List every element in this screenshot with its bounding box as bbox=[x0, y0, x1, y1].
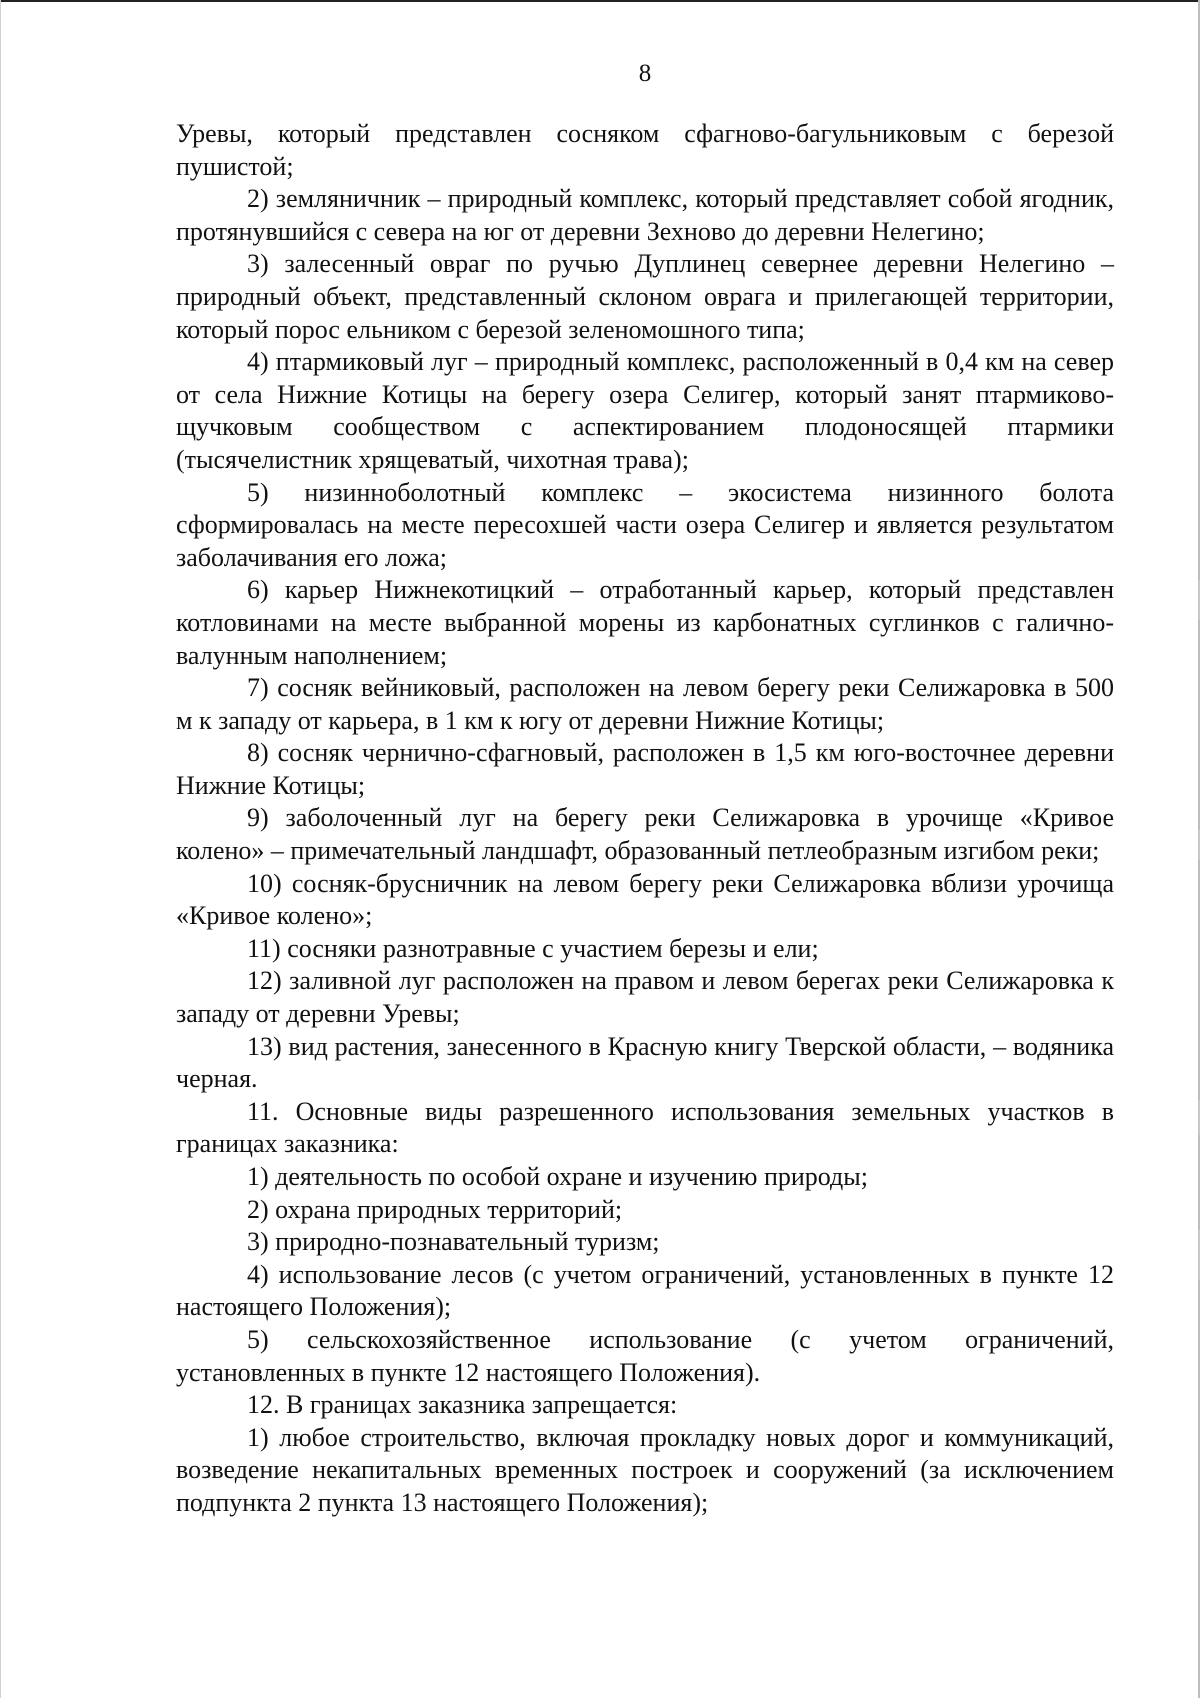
document-body bbox=[176, 118, 1114, 1520]
scan-top-edge bbox=[0, 0, 1200, 2]
paragraph: Уревы, который представлен сосняком сфагново-багульниковым с березой пушистой; bbox=[176, 119, 1114, 181]
paragraph: 12) заливной луг расположен на правом и левом берегах реки Селижаровка к западу от деревни Уревы; bbox=[176, 966, 1114, 1029]
paragraph: 6) карьер Нижнекотицкий – отработанный карьер, который представлен котловинами на месте выбранной морены из карбонатных суглинков с галично-валунным наполнением; bbox=[176, 575, 1114, 670]
paragraph: 5) низинноболотный комплекс – экосистема низинного болота сформировалась на месте пересохшей части озера Селигер и является результатом заболачивания его ложа; bbox=[176, 477, 1114, 572]
paragraph: 7) сосняк вейниковый, расположен на левом берегу реки Селижаровка в 500 м к западу от карьера, в 1 км к югу от деревни Нижние Котицы; bbox=[176, 673, 1114, 735]
paragraph: 1) деятельность по особой охране и изучению природы; bbox=[247, 1162, 868, 1191]
paragraph: 1) любое строительство, включая прокладку новых дорог и коммуникаций, возведение некапитальных временных построек и сооружений (за исключением подпункта 2 пункта 13 настоящего Положения); bbox=[176, 1422, 1114, 1517]
paragraph: 3) природно-познавательный туризм; bbox=[247, 1227, 660, 1257]
paragraph: 2) охрана природных территорий; bbox=[247, 1194, 623, 1224]
paragraph: 4) птармиковый луг – природный комплекс, расположенный в 0,4 км на север от села Нижние Котицы на берегу озера Селигер, который занят птармиково-щучковым сообществом с аспектированием плодоносящей птармики (тысячелистник хрящеватый, чихотная трава); bbox=[176, 347, 1114, 474]
page-number: 8 bbox=[638, 60, 652, 87]
paragraph: 11. Основные виды разрешенного использования земельных участков в границах заказника: bbox=[176, 1096, 1114, 1159]
paragraph: 3) залесенный овраг по ручью Дуплинец севернее деревни Нелегино – природный объект, представленный склоном оврага и прилегающей территории, который порос ельником с березой зеленомошного типа; bbox=[176, 249, 1114, 344]
paragraph: 2) земляничник – природный комплекс, который представляет собой ягодник, протянувшийся с севера на юг от деревни Зехново до деревни Нелегино; bbox=[176, 184, 1114, 246]
paragraph: 8) сосняк чернично-сфагновый, расположен в 1,5 км юго-восточнее деревни Нижние Котицы; bbox=[176, 738, 1114, 800]
paragraph: 12. В границах заказника запрещается: bbox=[247, 1390, 678, 1420]
paragraph: 13) вид растения, занесенного в Красную книгу Тверской области, – водяника черная. bbox=[176, 1031, 1114, 1094]
scan-left-edge bbox=[0, 0, 1, 1698]
paragraph: 11) сосняки разнотравные с участием березы и ели; bbox=[247, 933, 819, 963]
paragraph: 4) использование лесов (с учетом ограничений, установленных в пункте 12 настоящего Положения); bbox=[176, 1259, 1114, 1322]
paragraph: 5) сельскохозяйственное использование (с учетом ограничений, установленных в пункте 12 настоящего Положения). bbox=[176, 1324, 1114, 1387]
paragraph: 9) заболоченный луг на берегу реки Селижаровка в урочище «Кривое колено» – примечательный ландшафт, образованный петлеобразным изгибом реки; bbox=[176, 803, 1114, 866]
paragraph: 10) сосняк-брусничник на левом берегу реки Селижаровка вблизи урочища «Кривое колено»; bbox=[176, 868, 1114, 931]
